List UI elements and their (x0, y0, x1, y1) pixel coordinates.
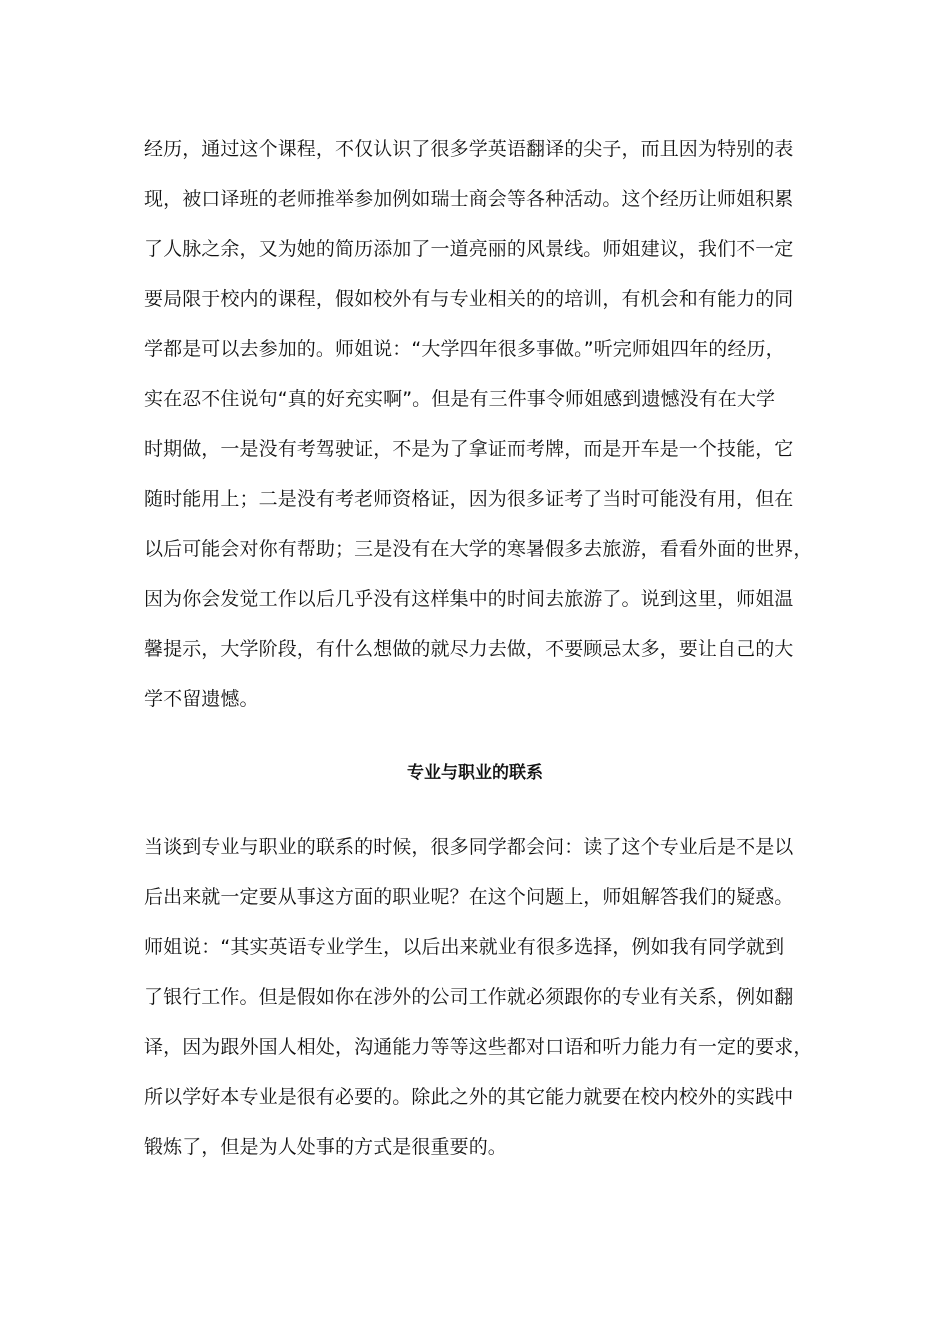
paragraph-line: 因为你会发觉工作以后几乎没有这样集中的时间去旅游了。说到这里，师姐温 (144, 588, 794, 610)
paragraph-line: 随时能用上；二是没有考老师资格证，因为很多证考了当时可能没有用，但在 (144, 488, 794, 510)
paragraph-line: 译，因为跟外国人相处，沟通能力等等这些都对口语和听力能力有一定的要求， (144, 1036, 813, 1058)
paragraph-line: 馨提示，大学阶段，有什么想做的就尽力去做，不要顾忌太多，要让自己的大 (144, 638, 794, 660)
paragraph-line: 了人脉之余，又为她的简历添加了一道亮丽的风景线。师姐建议，我们不一定 (144, 238, 794, 260)
paragraph-line: 以后可能会对你有帮助；三是没有在大学的寒暑假多去旅游，看看外面的世界， (144, 538, 813, 560)
section-heading: 专业与职业的联系 (407, 763, 543, 783)
paragraph-line: 师姐说：“其实英语专业学生，以后出来就业有很多选择，例如我有同学就到 (144, 936, 785, 958)
paragraph-line: 所以学好本专业是很有必要的。除此之外的其它能力就要在校内校外的实践中 (144, 1086, 794, 1108)
paragraph-line: 学不留遗憾。 (144, 688, 259, 710)
paragraph-line: 现，被口译班的老师推举参加例如瑞士商会等各种活动。这个经历让师姐积累 (144, 188, 794, 210)
paragraph-line: 锻炼了，但是为人处事的方式是很重要的。 (144, 1136, 507, 1158)
paragraph-line: 要局限于校内的课程，假如校外有与专业相关的的培训，有机会和有能力的同 (144, 288, 794, 310)
paragraph-line: 经历，通过这个课程，不仅认识了很多学英语翻译的尖子，而且因为特别的表 (144, 138, 794, 160)
paragraph-line: 了银行工作。但是假如你在涉外的公司工作就必须跟你的专业有关系，例如翻 (144, 986, 794, 1008)
paragraph-line: 当谈到专业与职业的联系的时候，很多同学都会问：读了这个专业后是不是以 (144, 836, 794, 858)
paragraph-line: 实在忍不住说句“真的好充实啊”。但是有三件事令师姐感到遗憾没有在大学 (144, 388, 776, 410)
paragraph-line: 后出来就一定要从事这方面的职业呢？在这个问题上，师姐解答我们的疑惑。 (144, 886, 794, 908)
paragraph-line: 时期做，一是没有考驾驶证，不是为了拿证而考牌，而是开车是一个技能，它 (144, 438, 794, 460)
paragraph-line: 学都是可以去参加的。师姐说：“大学四年很多事做。”听完师姐四年的经历， (144, 338, 785, 360)
